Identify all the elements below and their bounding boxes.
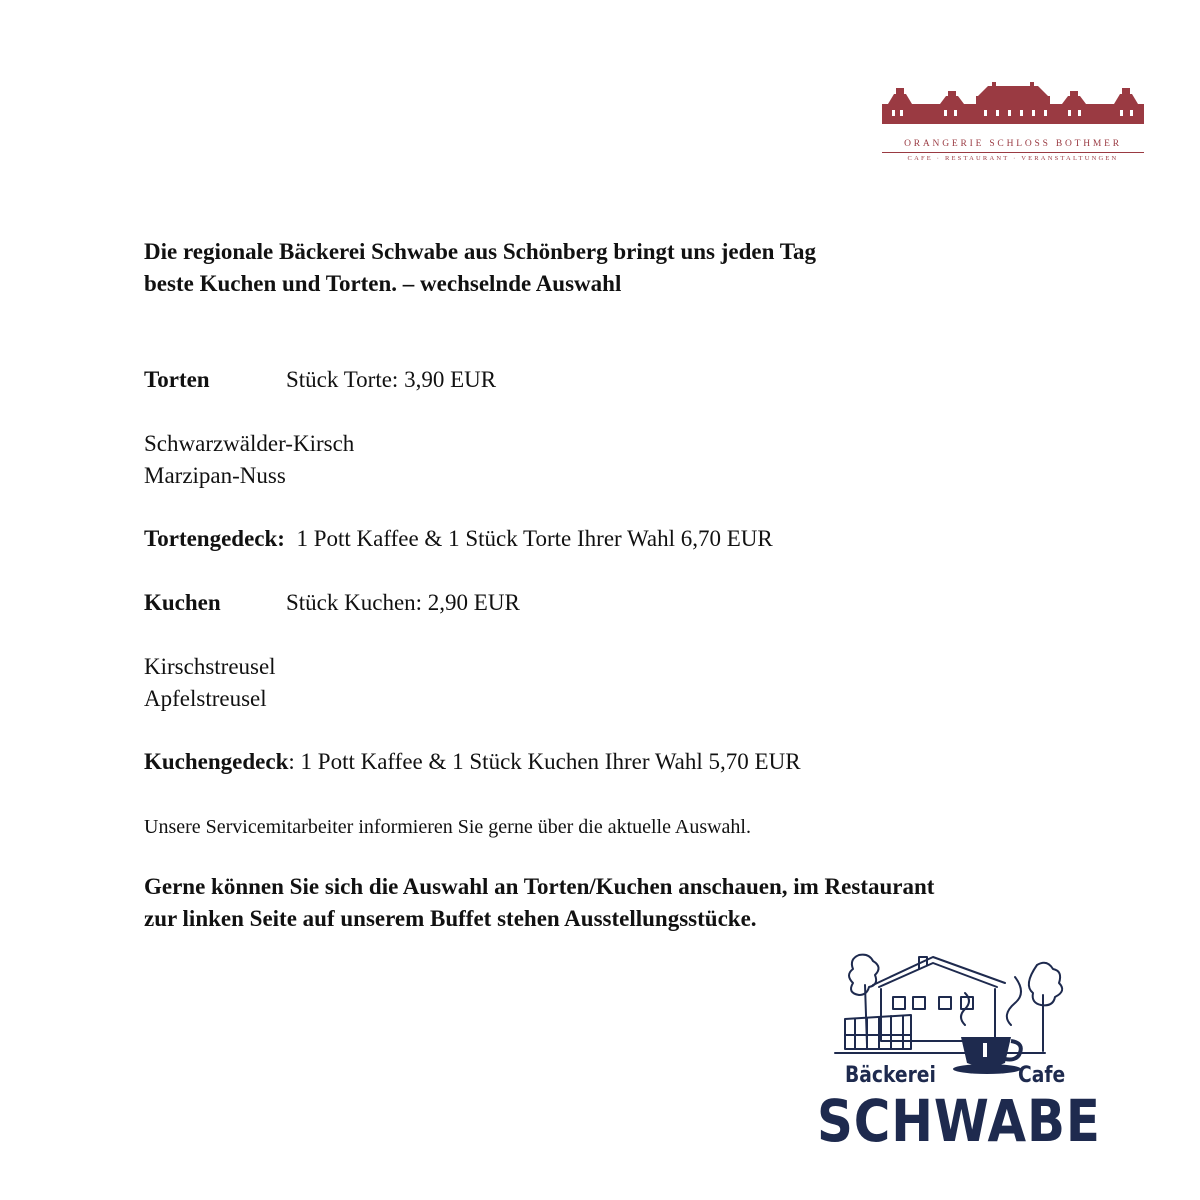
- torten-item: Schwarzwälder-Kirsch: [144, 431, 355, 456]
- kuchen-heading: Kuchen: [144, 590, 221, 615]
- tortengedeck-label: Tortengedeck:: [144, 526, 285, 551]
- closing-line-1: Gerne können Sie sich die Auswahl an Torten/Kuchen anschauen, im Restaurant: [144, 874, 935, 899]
- orangerie-subtitle: CAFE · RESTAURANT · VERANSTALTUNGEN: [907, 155, 1119, 162]
- bakery-house-coffee-cup-icon: [815, 945, 1090, 1075]
- closing-line-2: zur linken Seite auf unserem Buffet stehen Ausstellungsstücke.: [144, 906, 757, 931]
- cafe-word: Cafe: [1018, 1063, 1066, 1088]
- kuchengedeck-line: [144, 746, 801, 778]
- bakery-name: SCHWABE: [817, 1087, 1101, 1155]
- kuchen-price: Stück Kuchen: 2,90 EUR: [286, 590, 520, 615]
- kuchengedeck-text: : 1 Pott Kaffee & 1 Stück Kuchen Ihrer Wahl 5,70 EUR: [288, 749, 801, 774]
- bakery-logo: [815, 945, 1101, 1160]
- castle-icon: [880, 82, 1146, 132]
- tortengedeck-text: 1 Pott Kaffee & 1 Stück Torte Ihrer Wahl 6,70 EUR: [296, 526, 773, 551]
- kuchengedeck-label: Kuchengedeck: [144, 749, 289, 774]
- bakery-word: Bäckerei: [845, 1063, 936, 1088]
- orangerie-name: ORANGERIE SCHLOSS BOTHMER: [904, 139, 1122, 149]
- tortengedeck-line: [144, 523, 773, 555]
- kuchen-item: Kirschstreusel: [144, 654, 276, 679]
- intro-line-1: Die regionale Bäckerei Schwabe aus Schönberg bringt uns jeden Tag: [144, 239, 816, 264]
- service-note: Unsere Servicemitarbeiter informieren Sie gerne über die aktuelle Auswahl.: [144, 816, 751, 838]
- torten-heading: Torten: [144, 367, 210, 392]
- torten-price: Stück Torte: 3,90 EUR: [286, 367, 497, 392]
- orangerie-divider: [882, 152, 1144, 153]
- torten-item: Marzipan-Nuss: [144, 463, 286, 488]
- kuchen-item: Apfelstreusel: [144, 686, 267, 711]
- orangerie-logo: [880, 82, 1146, 166]
- intro-line-2: beste Kuchen und Torten. – wechselnde Auswahl: [144, 271, 622, 296]
